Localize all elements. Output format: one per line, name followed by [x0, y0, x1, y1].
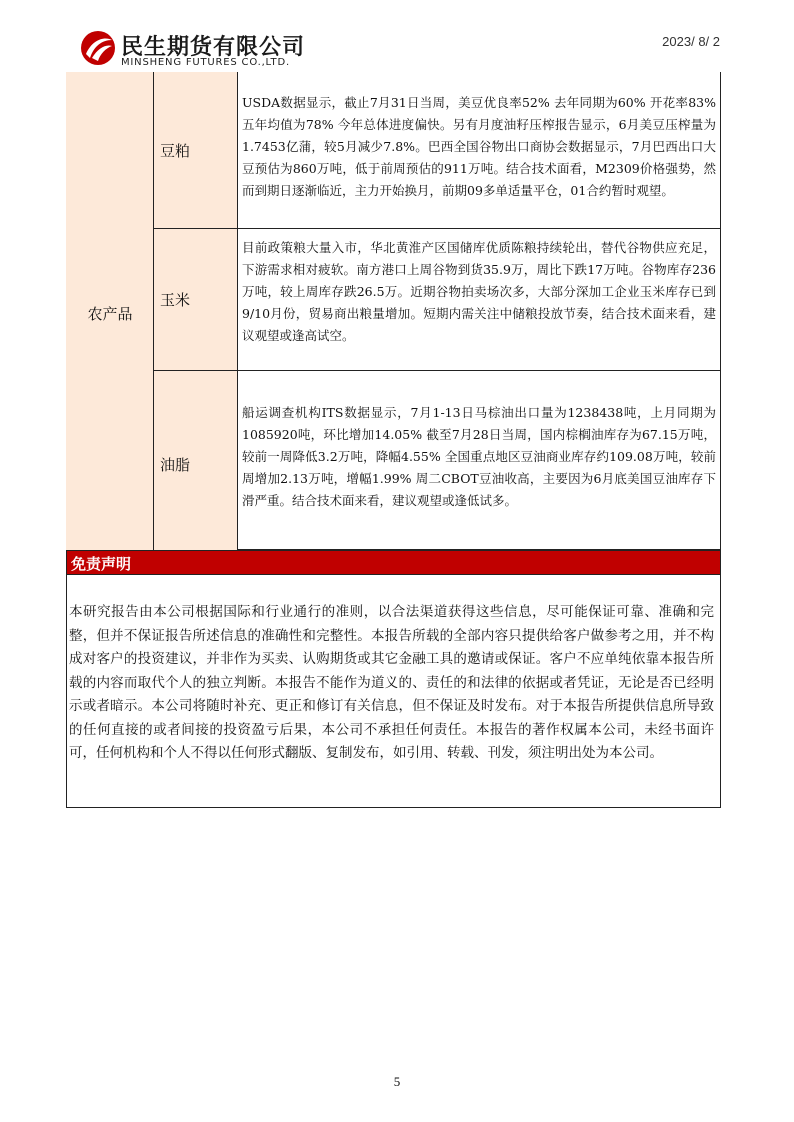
row-name: 豆粕 [160, 142, 191, 160]
disclaimer-header [66, 550, 721, 575]
category-label: 农产品 [87, 305, 133, 323]
disclaimer-box [66, 575, 721, 808]
report-date: 2023/ 8/ 2 [662, 34, 720, 49]
table-row-name-cell [154, 72, 238, 229]
page-number: 5 [393, 1074, 401, 1089]
row-content: 船运调查机构ITS数据显示，7月1-13日马棕油出口量为1238438吨，上月同期为1085920吨，环比增加14.05% 截至7月28日当周，国内棕榈油库存为67.15万吨，较前一周降低3.2万吨，降幅4.55% 全国重点地区豆油商业库存约109.08万吨，较前周增加2.13万吨，增幅1.99% 周二CBOT豆油收高，主要因为6月底美国豆油库存下滑严重。结合技术面来看，建议观望或逢低试多。 [242, 405, 716, 508]
table-row-name-cell [154, 229, 238, 370]
company-logo-icon [80, 30, 116, 66]
row-name: 油脂 [160, 456, 191, 474]
row-content: USDA数据显示，截止7月31日当周，美豆优良率52% 去年同期为60% 开花率83% 五年均值为78% 今年总体进度偏快。另有月度油籽压榨报告显示，6月美豆压榨量为1.7453亿蒲，较5月减少7.8%。巴西全国谷物出口商协会数据显示，7月巴西出口大豆预估为860万吨，低于前周预估的911万吨。结合技术面看，M2309价格强势，然而到期日逐渐临近，主力开始换月，前期09多单适量平仓，01合约暂时观望。 [242, 95, 716, 198]
row-name: 玉米 [160, 291, 191, 309]
company-name-en: MINSHENG FUTURES CO.,LTD. [121, 57, 290, 68]
company-name-cn: 民生期货有限公司 [121, 35, 306, 60]
row-divider [154, 370, 721, 371]
table-row-name-cell [154, 371, 238, 550]
row-content: 目前政策粮大量入市，华北黄淮产区国储库优质陈粮持续轮出，替代谷物供应充足，下游需求相对疲软。南方港口上周谷物到货35.9万，周比下跌17万吨。谷物库存236万吨，较上周库存跌26.5万。近期谷物拍卖场次多，大部分深加工企业玉米库存已到9/10月份，贸易商出粮量增加。短期内需关注中储粮投放节奏，结合技术面来看，建议观望或逢高试空。 [242, 240, 716, 343]
disclaimer-title: 免责声明 [71, 555, 132, 573]
disclaimer-text: 本研究报告由本公司根据国际和行业通行的准则，以合法渠道获得这些信息，尽可能保证可靠、准确和完整，但并不保证报告所述信息的准确性和完整性。本报告所载的全部内容只提供给客户做参考之用，并不构成对客户的投资建议，并非作为买卖、认购期货或其它金融工具的邀请或保证。客户不应单纯依靠本报告所载的内容而取代个人的独立判断。本报告不能作为道义的、责任的和法律的依据或者凭证，无论是否已经明示或者暗示。本公司将随时补充、更正和修订有关信息，但不保证及时发布。对于本报告所提供信息所导致的任何直接的或者间接的投资盈亏后果，本公司不承担任何责任。本报告的著作权属本公司，未经书面许可，任何机构和个人不得以任何形式翻版、复制发布，如引用、转载、刊发，须注明出处为本公司。 [69, 604, 714, 761]
row-divider [154, 228, 721, 229]
page-header [0, 0, 794, 72]
category-cell [66, 72, 154, 550]
